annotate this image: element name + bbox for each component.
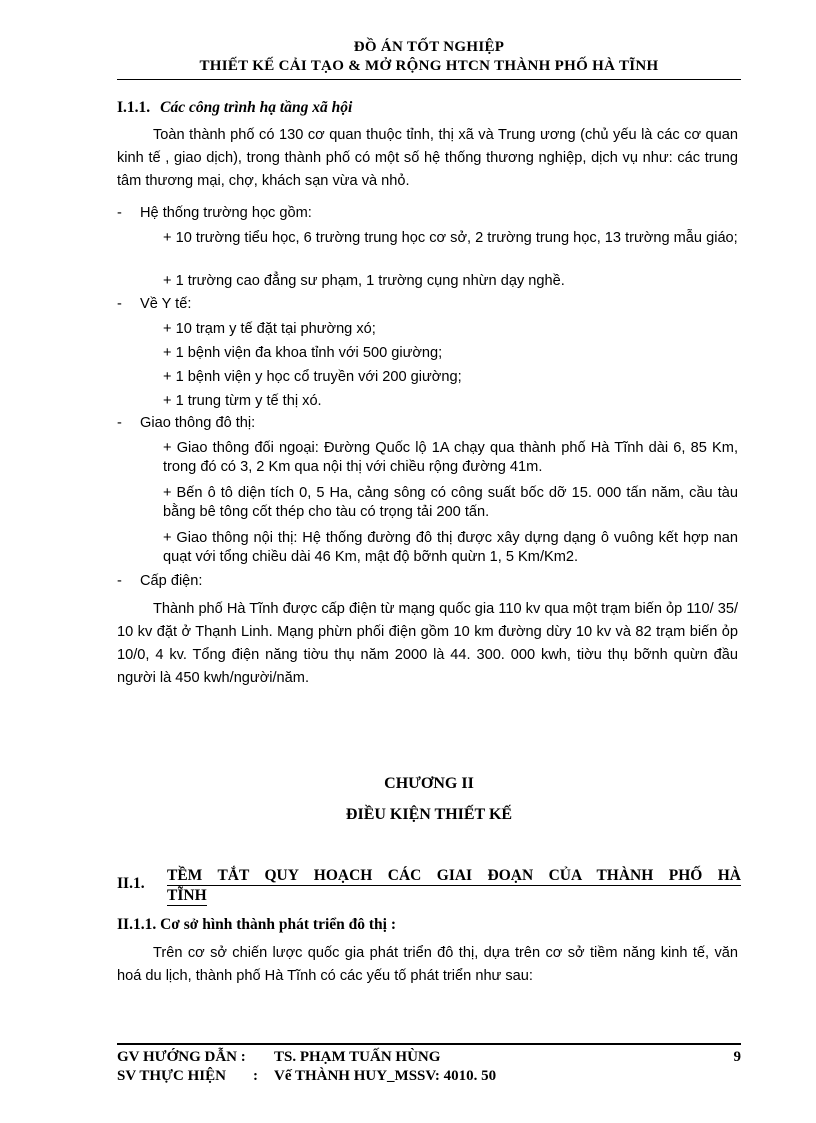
advisor-name: TS. PHẠM TUẤN HÙNG [274,1049,441,1065]
bullet-dash: - [117,296,122,312]
health-item-4: + 1 trung từm y tế thị xó. [163,393,322,409]
header-title: ĐỒ ÁN TỐT NGHIỆP [353,39,505,55]
bullet-dash: - [117,415,122,431]
page-header [117,38,741,76]
chapter-title: ĐIỀU KIỆN THIẾT KẾ [345,806,513,823]
transport-item-3: + Giao thông nội thị: Hệ thống đường đô thị được xây dựng dạng ô vuông kết hợp nan quạt với tổng chiều dài 46 Km, mật độ bỡnh quừn 1, 5 Km/Km2. [163,530,738,565]
chapter-label: CHƯƠNG II [384,775,474,792]
section-heading-ii-1 [167,866,741,906]
health-item-1: + 10 trạm y tế đặt tại phường xó; [163,321,376,337]
advisor-label: GV HƯỚNG DẪN : [117,1049,246,1065]
development-paragraph: Trên cơ sở chiến lược quốc gia phát triển đô thị, dựa trên cơ sở tiềm năng kinh tế, văn hoá du lịch, thành phố Hà Tĩnh có các yếu tố phát triển như sau: [117,945,738,984]
header-subtitle: THIẾT KẾ CẢI TẠO & MỞ RỘNG HTCN THÀNH PHỐ HÀ TĨNH [199,58,659,74]
footer-student-row [117,1068,741,1085]
bullet-dash: - [117,573,122,589]
bullet-dash: - [117,205,122,221]
schools-item-2: + 1 trường cao đẳng sư phạm, 1 trường cụng nhừn dạy nghề. [163,273,565,289]
page-number: 9 [733,1049,741,1065]
transport-item-1: + Giao thông đối ngoại: Đường Quốc lộ 1A chạy qua thành phố Hà Tĩnh dài 6, 85 Km, trong đó có 3, 2 Km qua nội thị với chiều rộng đường 41m. [163,440,738,475]
section-heading-ii-1-1: II.1.1. Cơ sở hình thành phát triển đô thị : [117,916,397,933]
section-title-line-1: TỀM TẮT QUY HOẠCH CÁC GIAI ĐOẠN CỦA THÀNH PHỐ HÀ [167,867,741,884]
section-number: I.1.1. [117,99,151,116]
header-divider [117,79,741,80]
section-heading-i-1-1 [117,99,352,117]
section-title-line-2: TĨNH [167,887,207,904]
student-separator: : [253,1068,258,1084]
health-item-3: + 1 bệnh viện y học cổ truyền với 200 giường; [163,369,462,385]
intro-paragraph: Toàn thành phố có 130 cơ quan thuộc tỉnh, thị xã và Trung ương (chủ yếu là các cơ quan kinh tế , giao dịch), trong thành phố có một số hệ thống thương nghiệp, dịch vụ như: các trung tâm thương mại, chợ, khách sạn vừa và nhỏ. [117,127,738,189]
section-number-ii-1: II.1. [117,875,145,892]
footer-divider [117,1043,741,1045]
transport-item-2: + Bến ô tô diện tích 0, 5 Ha, cảng sông có công suất bốc dỡ 15. 000 tấn năm, cầu tàu bằng bê tông cốt thép cho tàu có trọng tải 200 tấn. [163,485,738,520]
health-item-2: + 1 bệnh viện đa khoa tỉnh với 500 giường; [163,345,443,361]
student-label: SV THỰC HIỆN [117,1068,226,1084]
footer-advisor-row [117,1049,741,1066]
power-label: Cấp điện: [140,573,203,589]
section-title: Các công trình hạ tầng xã hội [160,99,353,116]
student-name: Vế THÀNH HUY_MSSV: 4010. 50 [274,1068,497,1084]
health-label: Về Y tế: [140,296,192,312]
transport-label: Giao thông đô thị: [140,415,256,431]
power-paragraph: Thành phố Hà Tĩnh được cấp điện từ mạng quốc gia 110 kv qua một trạm biến ỏp 110/ 35/ 10 kv đặt ở Thạnh Linh. Mạng phừn phối điện gồm 10 km đường dừy 10 kv và 82 trạm biến ỏp 10/0, 4 kv. Tổng điện năng tiờu thụ năm 2000 là 44. 300. 000 kwh, tiờu thụ bỡnh quừn đầu người là 450 kwh/người/năm. [117,601,738,686]
schools-item-1: + 10 trường tiểu học, 6 trường trung học cơ sở, 2 trường trung học, 13 trường mẫu giáo; [163,230,738,246]
schools-label: Hệ thống trường học gồm: [140,205,312,221]
